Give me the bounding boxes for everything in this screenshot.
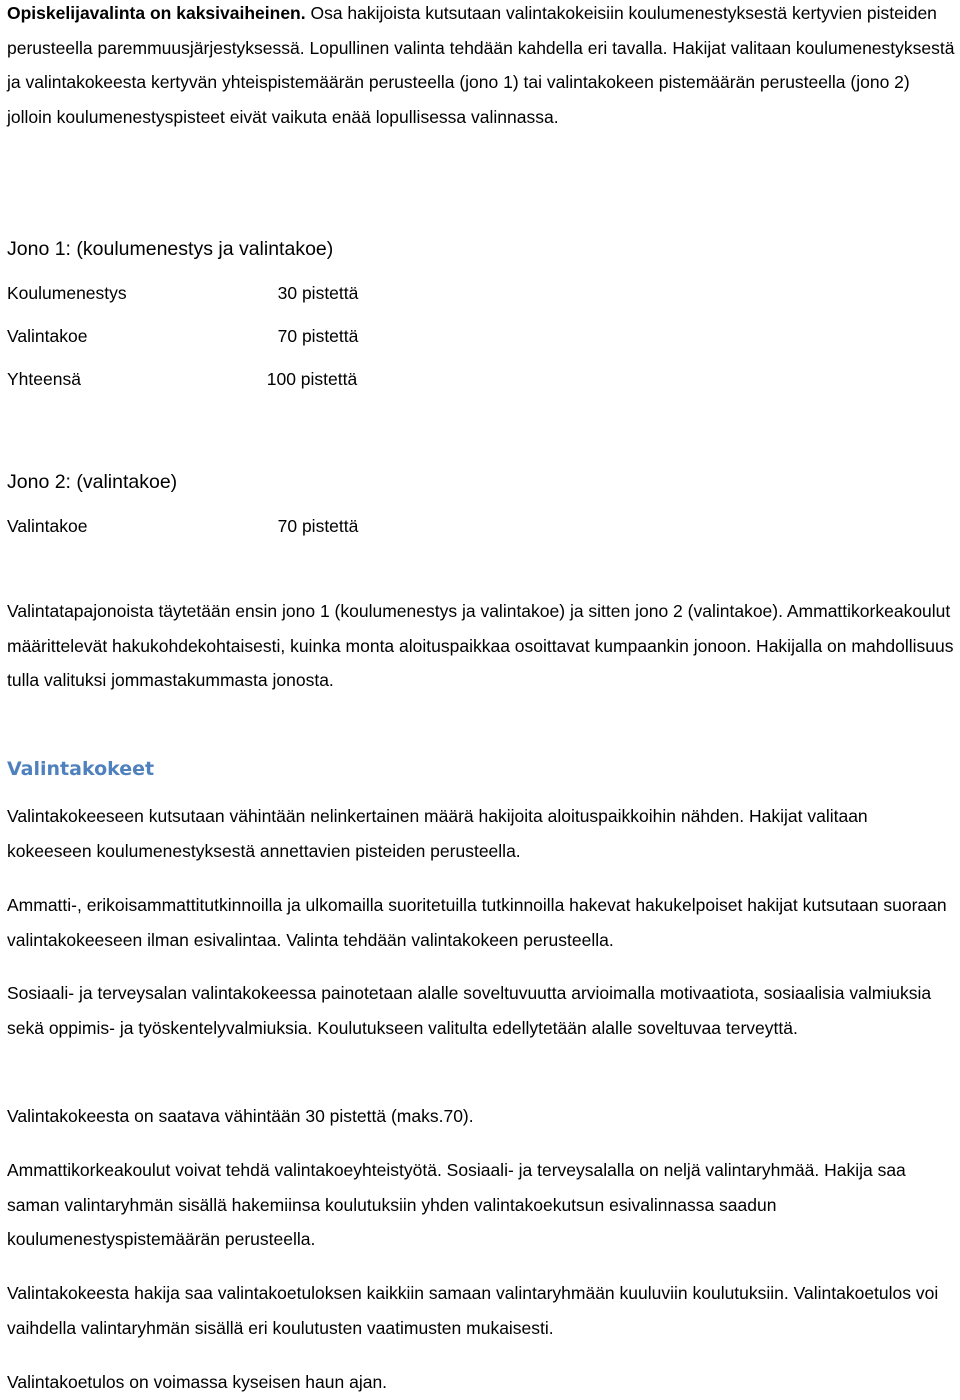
valintakokeet-paragraph: Ammatti-, erikoisammattitutkinnoilla ja ulkomailla suoritetuilla tutkinnoilla hakevat hakukelpoiset hakijat kutsutaan suoraan valintakokeeseen ilman esivalintaa. Valinta tehdään valintakokeen perusteella. (7, 895, 947, 950)
valintakokeet-paragraph: Valintakokeesta hakija saa valintakoetuloksen kaikkiin samaan valintaryhmään kuuluviin koulutuksiin. Valintakoetulos voi vaihdella valintaryhmän sisällä eri koulutusten vaatimusten mukaisesti. (7, 1283, 939, 1338)
valintakokeet-paragraph: Valintakokeeseen kutsutaan vähintään nelinkertainen määrä hakijoita aloituspaikkoihin nähden. Hakijat valitaan kokeeseen koulumenestyksestä annettavien pisteiden perusteella. (7, 806, 868, 861)
jono1-row (7, 276, 607, 310)
valintakokeet-paragraph: Valintakokeesta on saatava vähintään 30 pistettä (maks.70). (7, 1106, 474, 1126)
intro-text: Osa hakijoista kutsutaan valintakokeisiin koulumenestyksestä kertyvien pisteiden perusteella paremmuusjärjestyksessä. Lopullinen valinta tehdään kahdella eri tavalla. Hakijat valitaan koulumenestyksestä ja valintakokeesta kertyvän yhteispistemäärän perusteella (jono 1) tai valintakokeen pistemäärän perusteella (jono 2) jolloin koulumenestyspisteet eivät vaikuta enää lopullisessa valinnassa. (7, 3, 955, 127)
jono2-heading: Jono 2: (valintakoe) (7, 471, 178, 493)
intro-paragraph (7, 0, 957, 134)
row-label: Valintakoe (7, 326, 88, 346)
jono1-heading: Jono 1: (koulumenestys ja valintakoe) (7, 238, 334, 260)
row-value: 70 pistettä (277, 326, 359, 346)
row-label: Koulumenestys (7, 283, 127, 303)
section-title-valintakokeet: Valintakokeet (7, 758, 155, 780)
jono1-row (7, 319, 607, 353)
valintakokeet-paragraph: Sosiaali- ja terveysalan valintakokeessa painotetaan alalle soveltuvuutta arvioimalla motivaatiota, sosiaalisia valmiuksia sekä oppimis- ja työskentelyvalmiuksia. Koulutukseen valitulta edellytetään alalle soveltuvaa terveyttä. (7, 983, 932, 1038)
intro-bold-lead: Opiskelijavalinta on kaksivaiheinen. (7, 3, 306, 23)
row-value: 70 pistettä (277, 516, 359, 536)
row-label: Valintakoe (7, 516, 88, 536)
row-value: 30 pistettä (277, 283, 359, 303)
row-label: Yhteensä (7, 369, 81, 389)
valintakokeet-paragraph: Valintakoetulos on voimassa kyseisen haun ajan. (7, 1372, 388, 1392)
fill-order-paragraph: Valintatapajonoista täytetään ensin jono 1 (koulumenestys ja valintakoe) ja sitten jono 2 (valintakoe). Ammattikorkeakoulut määrittelevät hakukohdekohtaisesti, kuinka monta aloituspaikkaa osoittavat kumpaankin jonoon. Hakijalla on mahdollisuus tulla valituksi jommastakummasta jonosta. (7, 601, 954, 690)
row-value: 100 pistettä (266, 369, 358, 389)
jono2-row (7, 509, 607, 543)
jono1-row (7, 362, 607, 396)
valintakokeet-paragraph: Ammattikorkeakoulut voivat tehdä valintakoeyhteistyötä. Sosiaali- ja terveysalalla on neljä valintaryhmää. Hakija saa saman valintaryhmän sisällä hakemiinsa koulutuksiin yhden valintakoekutsun esivalinnassa saadun koulumenestyspistemäärän perusteella. (7, 1160, 906, 1249)
